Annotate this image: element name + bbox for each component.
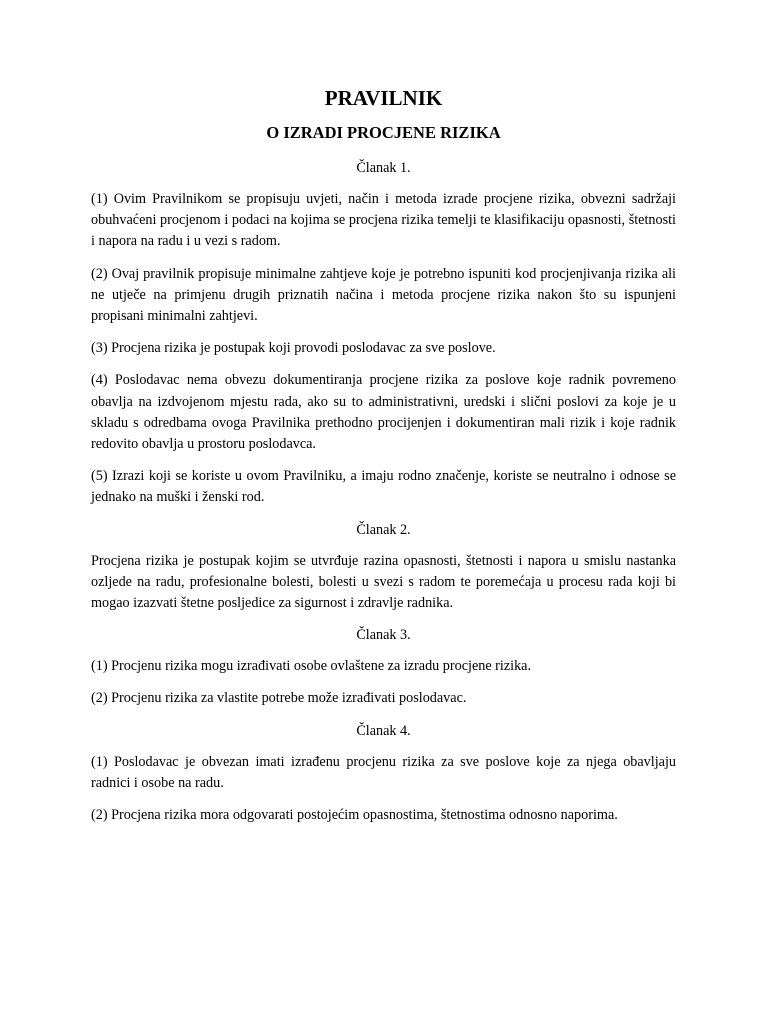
article-3 bbox=[91, 625, 676, 709]
paragraph: (4) Poslodavac nema obvezu dokumentiranja procjene rizika za poslove koje radnik povremeno obavlja na izdvojenom mjestu rada, ako su to administrativni, uredski i slični poslovi za koje je u skladu s odredbama ovoga Pravilnika prethodno procijenjen i dokumentiran mali rizik i koje radnik redovito obavlja u prostoru poslodavca. bbox=[91, 372, 676, 453]
document-title: PRAVILNIK bbox=[324, 86, 443, 110]
document-page bbox=[91, 84, 676, 837]
paragraph: Procjena rizika je postupak kojim se utvrđuje razina opasnosti, štetnosti i napora u smislu nastanka ozljede na radu, profesionalne bolesti, bolesti u svezi s radom te poremećaja u procesu rada koji bi mogao izazvati štetne posljedice za sigurnost i zdravlje radnika. bbox=[91, 552, 676, 612]
paragraph: (5) Izrazi koji se koriste u ovom Pravilniku, a imaju rodno značenje, koriste se neutralno i odnose se jednako na muški i ženski rod. bbox=[91, 468, 676, 506]
article-4 bbox=[91, 721, 676, 827]
paragraph: (1) Procjenu rizika mogu izrađivati osobe ovlaštene za izradu procjene rizika. bbox=[91, 658, 532, 675]
article-heading: Članak 2. bbox=[356, 521, 411, 538]
article-heading: Članak 1. bbox=[356, 160, 411, 176]
article-heading: Članak 3. bbox=[356, 627, 411, 644]
article-heading: Članak 4. bbox=[356, 722, 411, 739]
paragraph: (2) Procjenu rizika za vlastite potrebe može izrađivati poslodavac. bbox=[91, 690, 467, 707]
article-1 bbox=[91, 158, 676, 509]
paragraph: (2) Ovaj pravilnik propisuje minimalne zahtjeve koje je potrebno ispuniti kod procjenjivanja rizika ali ne utječe na primjenu drugih priznatih načina i metoda procjene rizika nakon što su ispunjeni propisani minimalni zahtjevi. bbox=[91, 265, 676, 325]
paragraph: (3) Procjena rizika je postupak koji provodi poslodavac za sve poslove. bbox=[91, 340, 496, 357]
paragraph: (2) Procjena rizika mora odgovarati postojećim opasnostima, štetnostima odnosno naporima. bbox=[91, 807, 618, 824]
document-subtitle: O IZRADI PROCJENE RIZIKA bbox=[266, 123, 501, 142]
paragraph: (1) Ovim Pravilnikom se propisuju uvjeti, način i metoda izrade procjene rizika, obvezni sadržaji obuhvaćeni procjenom i podaci na kojima se procjena rizika temelji te klasifikaciju opasnosti, štetnosti i napora na radu i u vezi s radom. bbox=[91, 191, 676, 250]
paragraph: (1) Poslodavac je obvezan imati izrađenu procjenu rizika za sve poslove koje za njega obavljaju radnici i osobe na radu. bbox=[91, 753, 676, 791]
article-2 bbox=[91, 520, 676, 615]
